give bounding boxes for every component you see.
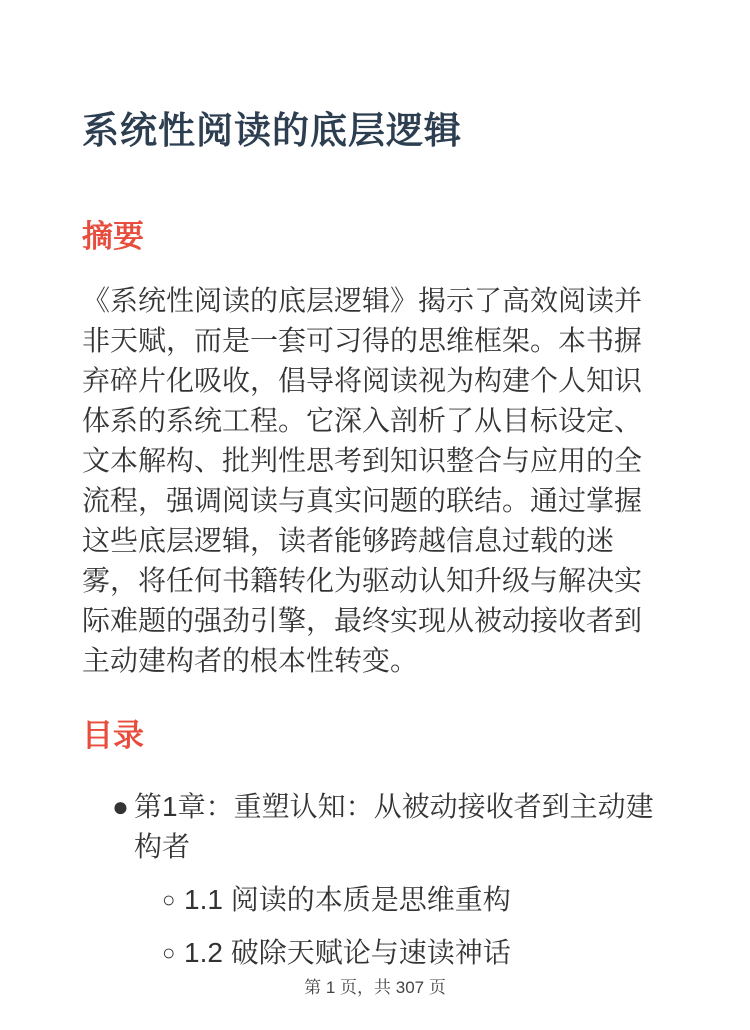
toc-heading: 目录 xyxy=(82,718,144,754)
toc-chapter-label: 第1章：重塑认知：从被动接收者到主动建构者 xyxy=(134,790,654,862)
toc-list xyxy=(82,787,668,973)
circle-icon: ○ xyxy=(162,886,176,912)
toc-item-chapter-1 xyxy=(82,787,668,867)
summary-paragraph: 《系统性阅读的底层逻辑》揭示了高效阅读并非天赋，而是一套可习得的思维框架。本书摒弃碎片化吸收，倡导将阅读视为构建个人知识体系的系统工程。它深入剖析了从目标设定、文本解构、批判性思考到知识整合与应用的全流程，强调阅读与真实问题的联结。通过掌握这些底层逻辑，读者能够跨越信息过载的迷雾，将任何书籍转化为驱动认知升级与解决实际难题的强劲引擎，最终实现从被动接收者到主动建构者的根本性转变。 xyxy=(82,285,643,677)
toc-section-label: 1.1 阅读的本质是思维重构 xyxy=(184,883,511,915)
toc-section-label: 1.2 破除天赋论与速读神话 xyxy=(184,936,511,968)
page-number-indicator: 第 1 页，共 307 页 xyxy=(304,977,446,997)
toc-item-section-1-2 xyxy=(132,933,668,973)
circle-icon: ○ xyxy=(162,939,176,965)
page-title: 系统性阅读的底层逻辑 xyxy=(82,110,462,151)
bullet-icon: ● xyxy=(112,790,129,822)
toc-item-section-1-1 xyxy=(132,880,668,920)
summary-heading: 摘要 xyxy=(82,219,144,255)
